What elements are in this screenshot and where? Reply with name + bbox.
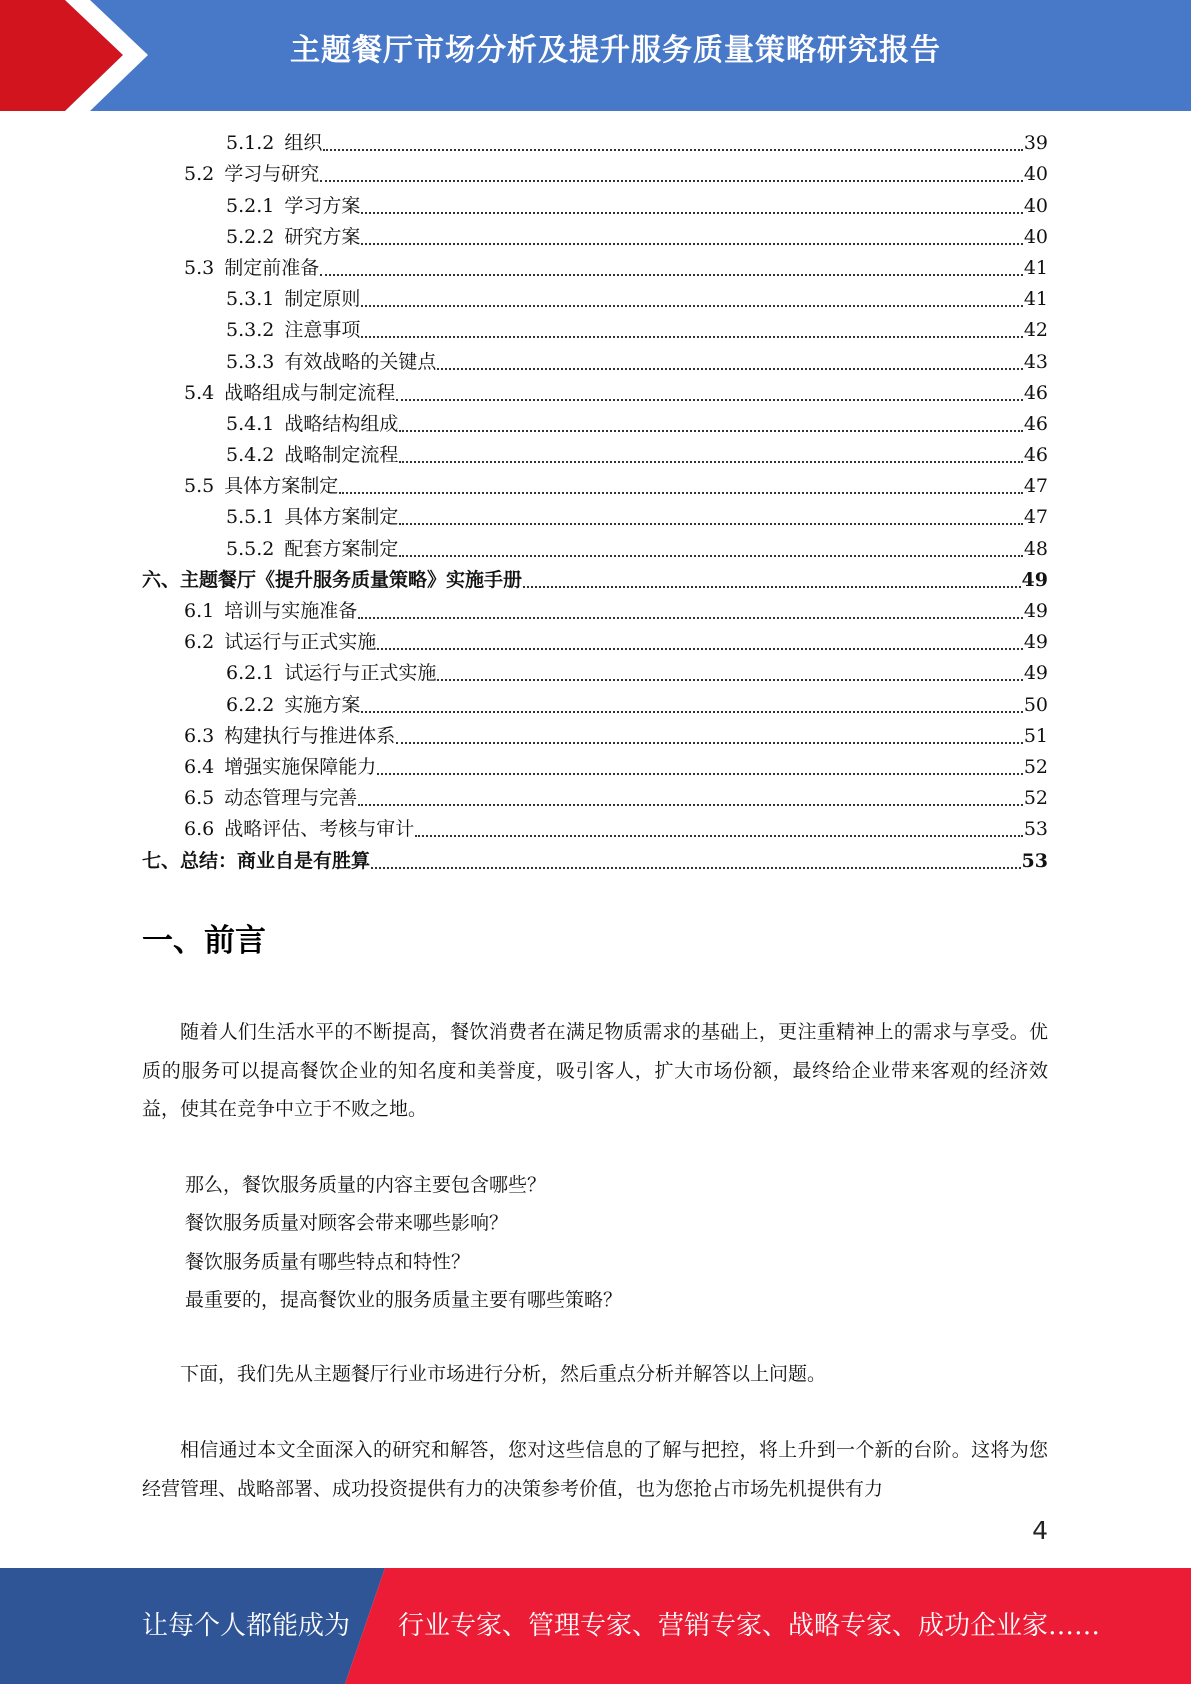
toc-entry-number: 5.3.2 xyxy=(226,319,275,342)
toc-entry-label: 战略评估、考核与审计 xyxy=(224,818,415,841)
toc-entry[interactable] xyxy=(142,814,1048,845)
toc-entry-label: 实施方案 xyxy=(284,693,361,716)
toc-dot-leader xyxy=(358,607,1023,619)
toc-entry-label: 增强实施保障能力 xyxy=(224,755,377,778)
toc-entry-page: 40 xyxy=(1023,225,1048,248)
toc-entry-label: 具体方案制定 xyxy=(284,506,399,529)
toc-entry-label: 研究方案 xyxy=(284,225,361,248)
toc-entry-page: 49 xyxy=(1023,631,1048,654)
toc-entry-number: 5.3.3 xyxy=(226,350,275,373)
toc-entry[interactable] xyxy=(142,596,1048,627)
question-item: 最重要的，提高餐饮业的服务质量主要有哪些策略？ xyxy=(185,1288,623,1311)
toc-dot-leader xyxy=(361,233,1022,245)
toc-entry[interactable] xyxy=(142,471,1048,502)
toc-entry-page: 47 xyxy=(1023,506,1048,529)
toc-entry-page: 46 xyxy=(1023,381,1048,404)
page-number: 4 xyxy=(1032,1516,1048,1545)
toc-entry-number: 5.5.1 xyxy=(226,506,275,529)
toc-entry-page: 39 xyxy=(1023,132,1048,155)
toc-entry-page: 40 xyxy=(1023,194,1048,217)
toc-entry-number: 6.2.1 xyxy=(226,662,275,685)
toc-entry[interactable] xyxy=(142,190,1048,221)
toc-entry-label: 六、主题餐厅《提升服务质量策略》实施手册 xyxy=(142,568,523,591)
toc-entry[interactable] xyxy=(142,409,1048,440)
toc-entry[interactable] xyxy=(142,440,1048,471)
toc-entry[interactable] xyxy=(142,721,1048,752)
toc-dot-leader xyxy=(339,482,1023,494)
toc-entry-number: 5.4.1 xyxy=(226,412,275,435)
toc-entry-page: 40 xyxy=(1023,163,1048,186)
toc-entry-label: 动态管理与完善 xyxy=(224,787,358,810)
toc-entry-number: 5.2.2 xyxy=(226,225,275,248)
toc-entry-label: 制定原则 xyxy=(284,288,361,311)
toc-entry-label: 学习与研究 xyxy=(224,163,320,186)
toc-dot-leader xyxy=(396,732,1023,744)
toc-entry-label: 注意事项 xyxy=(284,319,361,342)
question-item: 餐饮服务质量有哪些特点和特性？ xyxy=(185,1250,471,1273)
toc-entry-page: 46 xyxy=(1023,412,1048,435)
toc-entry-page: 51 xyxy=(1023,724,1048,747)
toc-entry-page: 43 xyxy=(1023,350,1048,373)
toc-entry-label: 学习方案 xyxy=(284,194,361,217)
footer-slogan-right: 行业专家、管理专家、营销专家、战略专家、成功企业家…… xyxy=(398,1611,1101,1641)
toc-entry-page: 50 xyxy=(1023,693,1048,716)
toc-entry-number: 5.3.1 xyxy=(226,288,275,311)
toc-entry[interactable] xyxy=(142,315,1048,346)
toc-dot-leader xyxy=(377,763,1023,775)
toc-entry-page: 46 xyxy=(1023,444,1048,467)
toc-entry-number: 5.4 xyxy=(184,381,215,404)
toc-entry[interactable] xyxy=(142,752,1048,783)
toc-dot-leader xyxy=(320,170,1023,182)
toc-entry[interactable] xyxy=(142,845,1048,876)
toc-entry[interactable] xyxy=(142,689,1048,720)
toc-entry-label: 配套方案制定 xyxy=(284,537,399,560)
toc-entry-number: 5.2.1 xyxy=(226,194,275,217)
toc-entry[interactable] xyxy=(142,565,1048,596)
page-header xyxy=(0,0,1191,111)
toc-dot-leader xyxy=(396,389,1023,401)
toc-entry-number: 6.4 xyxy=(184,755,215,778)
closing-paragraph: 相信通过本文全面深入的研究和解答，您对这些信息的了解与把控，将上升到一个新的台阶。这将为您经营管理、战略部署、成功投资提供有力的决策参考价值，也为您抢占市场先机提供有力 xyxy=(142,1439,1048,1500)
toc-entry-label: 具体方案制定 xyxy=(224,475,339,498)
toc-entry[interactable] xyxy=(142,502,1048,533)
toc-dot-leader xyxy=(399,513,1022,525)
toc-entry[interactable] xyxy=(142,783,1048,814)
toc-dot-leader xyxy=(323,139,1022,151)
toc-entry-page: 52 xyxy=(1023,755,1048,778)
toc-entry-page: 47 xyxy=(1023,475,1048,498)
toc-entry-page: 49 xyxy=(1021,568,1048,591)
toc-dot-leader xyxy=(399,451,1022,463)
footer-slogan-left: 让每个人都能成为 xyxy=(142,1611,351,1641)
toc-entry-number: 5.4.2 xyxy=(226,444,275,467)
toc-entry[interactable] xyxy=(142,159,1048,190)
intro-paragraph: 随着人们生活水平的不断提高，餐饮消费者在满足物质需求的基础上，更注重精神上的需求与享受。优质的服务可以提高餐饮企业的知名度和美誉度，吸引客人，扩大市场份额，最终给企业带来客观的经济效益，使其在竞争中立于不败之地。 xyxy=(142,1021,1048,1120)
toc-entry-number: 6.5 xyxy=(184,787,215,810)
toc-entry-page: 41 xyxy=(1023,256,1048,279)
toc-entry-label: 战略制定流程 xyxy=(284,444,399,467)
toc-entry-label: 构建执行与推进体系 xyxy=(224,724,396,747)
toc-entry-number: 6.6 xyxy=(184,818,215,841)
header-title: 主题餐厅市场分析及提升服务质量策略研究报告 xyxy=(290,33,941,68)
toc-entry-page: 53 xyxy=(1023,818,1048,841)
toc-entry-number: 6.1 xyxy=(184,600,215,622)
toc-entry-label: 七、总结：商业自是有胜算 xyxy=(142,849,371,872)
toc-entry-number: 5.3 xyxy=(184,256,215,279)
toc-entry-number: 6.2.2 xyxy=(226,693,275,716)
toc-dot-leader xyxy=(437,669,1022,681)
toc-dot-leader xyxy=(371,857,1021,869)
toc-entry-label: 组织 xyxy=(284,132,323,155)
page-footer xyxy=(0,1568,1191,1684)
toc-entry-page: 42 xyxy=(1023,319,1048,342)
toc-dot-leader xyxy=(358,794,1023,806)
toc-entry-number: 5.5 xyxy=(184,475,215,498)
toc-entry-page: 41 xyxy=(1023,288,1048,311)
toc-entry-number: 5.1.2 xyxy=(226,132,275,155)
toc-entry-label: 战略组成与制定流程 xyxy=(224,381,396,404)
toc-dot-leader xyxy=(361,701,1022,713)
toc-dot-leader xyxy=(361,326,1022,338)
toc-entry-label: 制定前准备 xyxy=(224,256,320,279)
toc-entry-page: 48 xyxy=(1023,537,1048,560)
toc-entry-page: 49 xyxy=(1023,600,1048,622)
question-item: 那么，餐饮服务质量的内容主要包含哪些？ xyxy=(185,1174,547,1196)
toc-entry-label: 试运行与正式实施 xyxy=(284,662,437,685)
section-heading: 一、前言 xyxy=(142,923,266,959)
toc-entry[interactable] xyxy=(142,128,1048,159)
toc-dot-leader xyxy=(399,420,1022,432)
toc-entry[interactable] xyxy=(142,533,1048,564)
toc-entry[interactable] xyxy=(142,253,1048,284)
toc-entry-number: 6.3 xyxy=(184,724,215,747)
toc-dot-leader xyxy=(437,358,1022,370)
toc-entry-label: 培训与实施准备 xyxy=(224,600,358,622)
toc-entry[interactable] xyxy=(142,346,1048,377)
toc-entry-label: 有效战略的关键点 xyxy=(284,350,437,373)
table-of-contents xyxy=(142,128,1048,877)
toc-dot-leader xyxy=(320,264,1023,276)
toc-entry[interactable] xyxy=(142,627,1048,658)
question-list xyxy=(185,1166,622,1319)
transition-paragraph: 下面，我们先从主题餐厅行业市场进行分析，然后重点分析并解答以上问题。 xyxy=(180,1363,827,1385)
toc-entry-label: 战略结构组成 xyxy=(284,412,399,435)
toc-dot-leader xyxy=(399,545,1022,557)
toc-entry-page: 52 xyxy=(1023,787,1048,810)
toc-entry[interactable] xyxy=(142,378,1048,409)
toc-entry-number: 5.2 xyxy=(184,163,215,186)
toc-entry-page: 49 xyxy=(1023,662,1048,685)
question-item: 餐饮服务质量对顾客会带来哪些影响？ xyxy=(185,1212,509,1235)
toc-dot-leader xyxy=(415,825,1023,837)
toc-entry[interactable] xyxy=(142,658,1048,689)
toc-dot-leader xyxy=(377,638,1023,650)
toc-dot-leader xyxy=(361,295,1022,307)
toc-entry-page: 53 xyxy=(1021,849,1048,872)
toc-dot-leader xyxy=(523,576,1021,588)
toc-entry-number: 6.2 xyxy=(184,631,215,654)
toc-entry-number: 5.5.2 xyxy=(226,537,275,560)
toc-dot-leader xyxy=(361,202,1022,214)
toc-entry[interactable] xyxy=(142,284,1048,315)
toc-entry-label: 试运行与正式实施 xyxy=(224,631,377,654)
toc-entry[interactable] xyxy=(142,222,1048,253)
